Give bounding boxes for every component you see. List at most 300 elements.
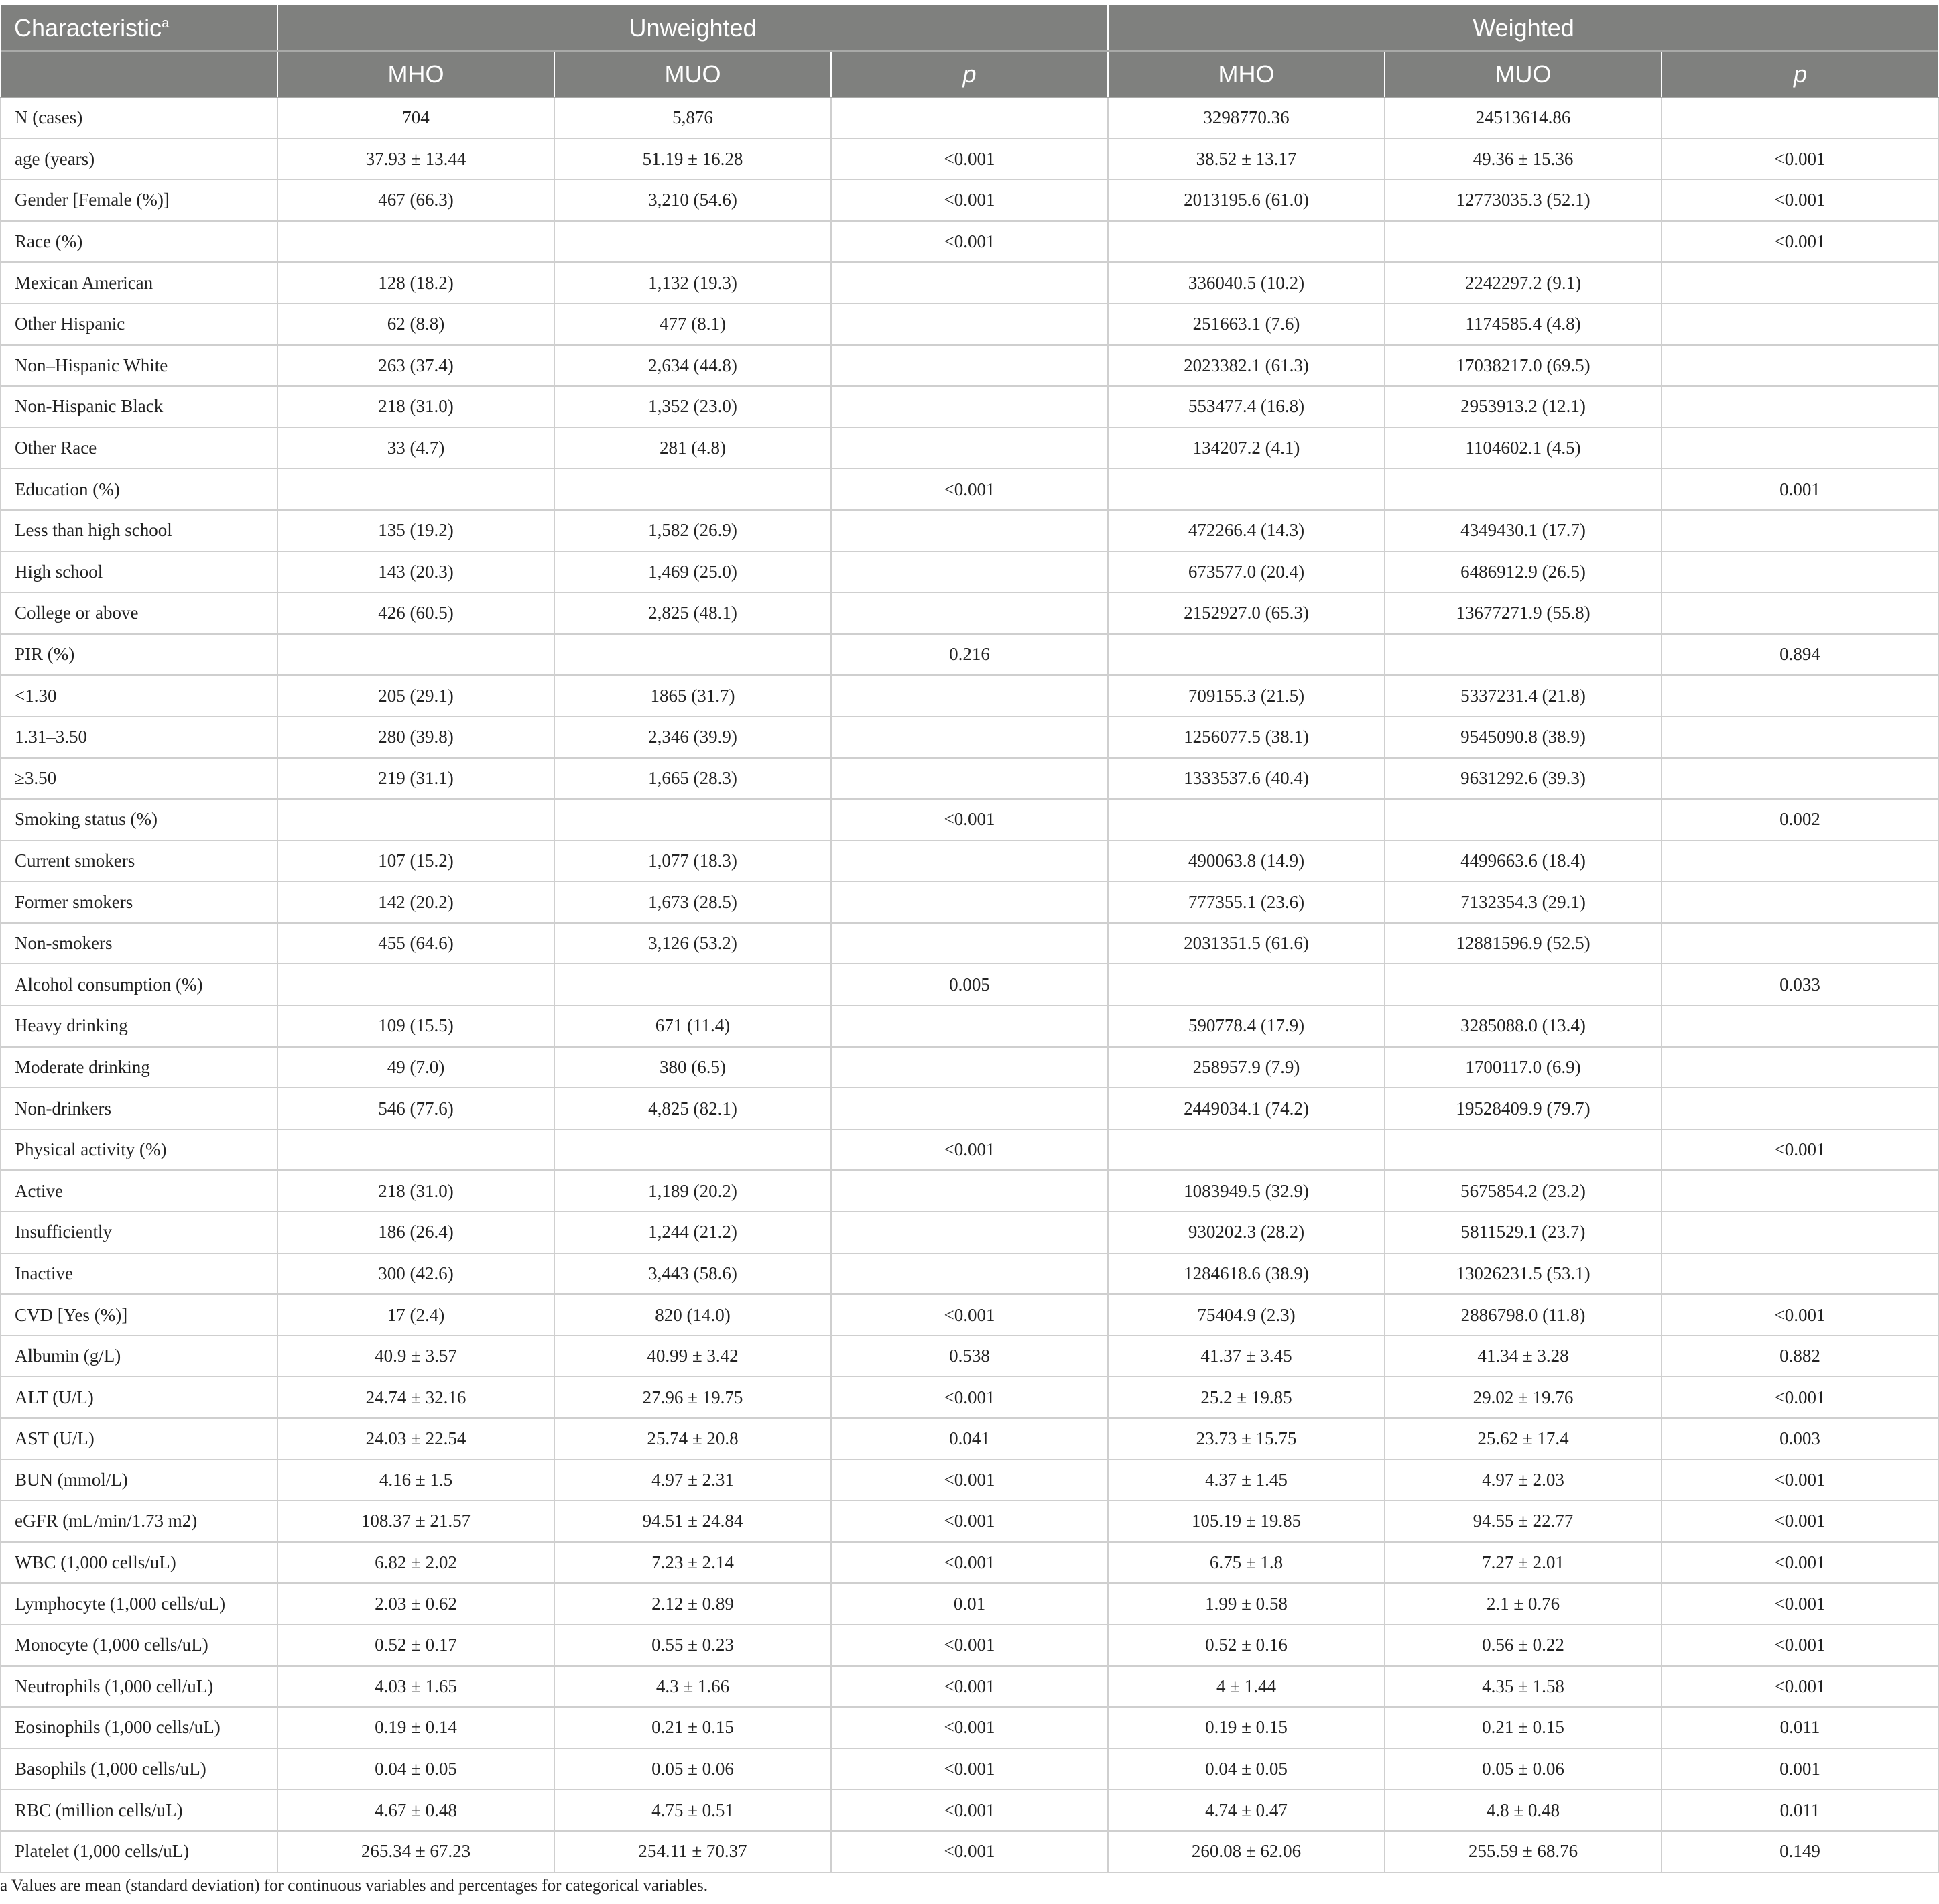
unweighted-muo-cell: 1,077 (18.3): [554, 840, 831, 882]
unweighted-p-cell: [831, 716, 1108, 758]
table-row: [1, 675, 1938, 716]
unweighted-p-cell: <0.001: [831, 1501, 1108, 1542]
weighted-p-cell: 0.894: [1662, 634, 1938, 676]
unweighted-mho-cell: 142 (20.2): [277, 881, 554, 923]
unweighted-p-cell: [831, 552, 1108, 593]
weighted-muo-cell: 94.55 ± 22.77: [1385, 1501, 1662, 1542]
unweighted-mho-cell: [277, 799, 554, 840]
weighted-mho-cell: 673577.0 (20.4): [1108, 552, 1385, 593]
unweighted-p-cell: <0.001: [831, 139, 1108, 180]
unweighted-p-cell: 0.216: [831, 634, 1108, 676]
unweighted-muo-cell: 3,210 (54.6): [554, 180, 831, 221]
row-label: AST (U/L): [1, 1418, 277, 1460]
weighted-muo-cell: 9545090.8 (38.9): [1385, 716, 1662, 758]
unweighted-muo-cell: 1,132 (19.3): [554, 262, 831, 304]
row-label: Heavy drinking: [1, 1005, 277, 1047]
weighted-p-cell: [1662, 552, 1938, 593]
row-label: BUN (mmol/L): [1, 1460, 277, 1501]
weighted-mho-cell: 553477.4 (16.8): [1108, 386, 1385, 428]
weighted-muo-cell: 49.36 ± 15.36: [1385, 139, 1662, 180]
unweighted-mho-cell: 33 (4.7): [277, 428, 554, 469]
table-row: [1, 1666, 1938, 1708]
weighted-mho-cell: 4.37 ± 1.45: [1108, 1460, 1385, 1501]
weighted-muo-cell: 4.35 ± 1.58: [1385, 1666, 1662, 1708]
row-label: Active: [1, 1170, 277, 1212]
table-row: [1, 716, 1938, 758]
unweighted-p-cell: 0.005: [831, 964, 1108, 1005]
unweighted-p-cell: [831, 304, 1108, 345]
unweighted-p-cell: [831, 262, 1108, 304]
weighted-p-cell: [1662, 428, 1938, 469]
unweighted-p-cell: <0.001: [831, 1129, 1108, 1171]
unweighted-mho-cell: 128 (18.2): [277, 262, 554, 304]
row-label: Education (%): [1, 468, 277, 510]
unweighted-mho-cell: 0.19 ± 0.14: [277, 1707, 554, 1749]
unweighted-mho-cell: 49 (7.0): [277, 1047, 554, 1088]
unweighted-p-cell: <0.001: [831, 1707, 1108, 1749]
weighted-p-cell: [1662, 345, 1938, 387]
table-row: [1, 1625, 1938, 1666]
weighted-p-cell: [1662, 262, 1938, 304]
unweighted-mho-cell: 219 (31.1): [277, 758, 554, 800]
row-label: College or above: [1, 592, 277, 634]
row-label: Less than high school: [1, 510, 277, 552]
unweighted-muo-cell: 1865 (31.7): [554, 675, 831, 716]
characteristics-table: [0, 5, 1939, 1873]
weighted-p-cell: [1662, 1212, 1938, 1253]
table-row: [1, 262, 1938, 304]
row-label: Non-drinkers: [1, 1088, 277, 1129]
weighted-p-cell: [1662, 758, 1938, 800]
unweighted-muo-cell: 1,244 (21.2): [554, 1212, 831, 1253]
unweighted-p-cell: [831, 1088, 1108, 1129]
weighted-muo-cell: 1700117.0 (6.9): [1385, 1047, 1662, 1088]
weighted-mho-cell: 4 ± 1.44: [1108, 1666, 1385, 1708]
header-row-groups: [1, 5, 1938, 51]
unweighted-mho-cell: [277, 1129, 554, 1171]
row-label: WBC (1,000 cells/uL): [1, 1542, 277, 1584]
table-row: [1, 428, 1938, 469]
row-label: eGFR (mL/min/1.73 m2): [1, 1501, 277, 1542]
weighted-muo-cell: 6486912.9 (26.5): [1385, 552, 1662, 593]
weighted-p-cell: 0.001: [1662, 468, 1938, 510]
header-row-columns: [1, 51, 1938, 97]
unweighted-mho-cell: 108.37 ± 21.57: [277, 1501, 554, 1542]
table-row: [1, 1542, 1938, 1584]
header-weighted-mho: MHO: [1108, 51, 1385, 97]
weighted-p-cell: <0.001: [1662, 139, 1938, 180]
unweighted-p-cell: 0.538: [831, 1336, 1108, 1377]
table-row: [1, 1005, 1938, 1047]
unweighted-p-cell: [831, 881, 1108, 923]
weighted-p-cell: [1662, 386, 1938, 428]
weighted-p-cell: <0.001: [1662, 1542, 1938, 1584]
unweighted-mho-cell: 24.74 ± 32.16: [277, 1377, 554, 1418]
weighted-p-cell: 0.001: [1662, 1749, 1938, 1790]
weighted-mho-cell: 777355.1 (23.6): [1108, 881, 1385, 923]
weighted-p-cell: [1662, 1253, 1938, 1295]
row-label: Mexican American: [1, 262, 277, 304]
table-row: [1, 1047, 1938, 1088]
weighted-p-cell: [1662, 675, 1938, 716]
weighted-muo-cell: 12773035.3 (52.1): [1385, 180, 1662, 221]
weighted-muo-cell: [1385, 468, 1662, 510]
weighted-mho-cell: 1083949.5 (32.9): [1108, 1170, 1385, 1212]
weighted-p-cell: <0.001: [1662, 1625, 1938, 1666]
footnote: a Values are mean (standard deviation) for continuous variables and percentages for categorical variables.: [0, 1877, 708, 1895]
table-row: [1, 1789, 1938, 1831]
weighted-muo-cell: 25.62 ± 17.4: [1385, 1418, 1662, 1460]
table-row: [1, 1707, 1938, 1749]
weighted-p-cell: 0.011: [1662, 1789, 1938, 1831]
unweighted-muo-cell: 94.51 ± 24.84: [554, 1501, 831, 1542]
unweighted-mho-cell: 546 (77.6): [277, 1088, 554, 1129]
weighted-muo-cell: 19528409.9 (79.7): [1385, 1088, 1662, 1129]
unweighted-muo-cell: 380 (6.5): [554, 1047, 831, 1088]
unweighted-mho-cell: 280 (39.8): [277, 716, 554, 758]
unweighted-muo-cell: 5,876: [554, 97, 831, 139]
row-label: Lymphocyte (1,000 cells/uL): [1, 1583, 277, 1625]
table-row: [1, 97, 1938, 139]
table-row: [1, 1170, 1938, 1212]
weighted-mho-cell: 1333537.6 (40.4): [1108, 758, 1385, 800]
table-row: [1, 1831, 1938, 1873]
row-label: Current smokers: [1, 840, 277, 882]
weighted-muo-cell: [1385, 1129, 1662, 1171]
weighted-p-cell: <0.001: [1662, 180, 1938, 221]
weighted-p-cell: 0.882: [1662, 1336, 1938, 1377]
unweighted-p-cell: 0.01: [831, 1583, 1108, 1625]
unweighted-muo-cell: 3,443 (58.6): [554, 1253, 831, 1295]
row-label: Gender [Female (%)]: [1, 180, 277, 221]
weighted-mho-cell: [1108, 468, 1385, 510]
weighted-mho-cell: 590778.4 (17.9): [1108, 1005, 1385, 1047]
header-weighted-muo: MUO: [1385, 51, 1662, 97]
weighted-muo-cell: 4499663.6 (18.4): [1385, 840, 1662, 882]
weighted-muo-cell: [1385, 964, 1662, 1005]
unweighted-p-cell: [831, 345, 1108, 387]
weighted-p-cell: [1662, 1005, 1938, 1047]
unweighted-mho-cell: 4.03 ± 1.65: [277, 1666, 554, 1708]
weighted-mho-cell: 0.52 ± 0.16: [1108, 1625, 1385, 1666]
weighted-muo-cell: 2953913.2 (12.1): [1385, 386, 1662, 428]
unweighted-muo-cell: 25.74 ± 20.8: [554, 1418, 831, 1460]
weighted-mho-cell: 105.19 ± 19.85: [1108, 1501, 1385, 1542]
unweighted-muo-cell: 27.96 ± 19.75: [554, 1377, 831, 1418]
weighted-muo-cell: 2886798.0 (11.8): [1385, 1294, 1662, 1336]
header-unweighted-mho: MHO: [277, 51, 554, 97]
unweighted-p-cell: [831, 758, 1108, 800]
table-row: [1, 180, 1938, 221]
unweighted-muo-cell: 0.21 ± 0.15: [554, 1707, 831, 1749]
unweighted-muo-cell: 0.05 ± 0.06: [554, 1749, 831, 1790]
weighted-muo-cell: 255.59 ± 68.76: [1385, 1831, 1662, 1873]
unweighted-mho-cell: 218 (31.0): [277, 1170, 554, 1212]
weighted-muo-cell: 7132354.3 (29.1): [1385, 881, 1662, 923]
weighted-mho-cell: 930202.3 (28.2): [1108, 1212, 1385, 1253]
row-label: Insufficiently: [1, 1212, 277, 1253]
weighted-mho-cell: [1108, 221, 1385, 263]
table-row: [1, 634, 1938, 676]
unweighted-muo-cell: 671 (11.4): [554, 1005, 831, 1047]
unweighted-mho-cell: 2.03 ± 0.62: [277, 1583, 554, 1625]
row-label: Other Race: [1, 428, 277, 469]
weighted-muo-cell: [1385, 634, 1662, 676]
table-row: [1, 1253, 1938, 1295]
table-row: [1, 840, 1938, 882]
row-label: Basophils (1,000 cells/uL): [1, 1749, 277, 1790]
row-label: Neutrophils (1,000 cell/uL): [1, 1666, 277, 1708]
row-label: Non-smokers: [1, 923, 277, 964]
table-body: [1, 97, 1938, 1873]
unweighted-p-cell: <0.001: [831, 221, 1108, 263]
unweighted-mho-cell: 186 (26.4): [277, 1212, 554, 1253]
unweighted-muo-cell: 254.11 ± 70.37: [554, 1831, 831, 1873]
row-label: CVD [Yes (%)]: [1, 1294, 277, 1336]
weighted-p-cell: <0.001: [1662, 1377, 1938, 1418]
unweighted-p-cell: [831, 1170, 1108, 1212]
weighted-muo-cell: 5337231.4 (21.8): [1385, 675, 1662, 716]
weighted-p-cell: 0.003: [1662, 1418, 1938, 1460]
row-label: Smoking status (%): [1, 799, 277, 840]
row-label: Inactive: [1, 1253, 277, 1295]
weighted-p-cell: <0.001: [1662, 1129, 1938, 1171]
row-label: Other Hispanic: [1, 304, 277, 345]
unweighted-p-cell: <0.001: [831, 180, 1108, 221]
table-row: [1, 1460, 1938, 1501]
table-row: [1, 221, 1938, 263]
weighted-mho-cell: 490063.8 (14.9): [1108, 840, 1385, 882]
unweighted-mho-cell: 143 (20.3): [277, 552, 554, 593]
weighted-muo-cell: 2242297.2 (9.1): [1385, 262, 1662, 304]
table-row: [1, 881, 1938, 923]
row-label: Eosinophils (1,000 cells/uL): [1, 1707, 277, 1749]
table-row: [1, 964, 1938, 1005]
row-label: Alcohol consumption (%): [1, 964, 277, 1005]
unweighted-p-cell: <0.001: [831, 1625, 1108, 1666]
weighted-mho-cell: 1284618.6 (38.9): [1108, 1253, 1385, 1295]
weighted-mho-cell: 336040.5 (10.2): [1108, 262, 1385, 304]
table-row: [1, 1377, 1938, 1418]
unweighted-p-cell: [831, 428, 1108, 469]
weighted-mho-cell: [1108, 1129, 1385, 1171]
table-row: [1, 1583, 1938, 1625]
weighted-muo-cell: 12881596.9 (52.5): [1385, 923, 1662, 964]
unweighted-p-cell: <0.001: [831, 1377, 1108, 1418]
unweighted-muo-cell: 3,126 (53.2): [554, 923, 831, 964]
header-weighted: Weighted: [1108, 5, 1938, 51]
weighted-muo-cell: 3285088.0 (13.4): [1385, 1005, 1662, 1047]
unweighted-mho-cell: 704: [277, 97, 554, 139]
weighted-mho-cell: 6.75 ± 1.8: [1108, 1542, 1385, 1584]
weighted-muo-cell: 29.02 ± 19.76: [1385, 1377, 1662, 1418]
unweighted-p-cell: <0.001: [831, 1666, 1108, 1708]
table-row: [1, 1294, 1938, 1336]
unweighted-mho-cell: 300 (42.6): [277, 1253, 554, 1295]
unweighted-mho-cell: 6.82 ± 2.02: [277, 1542, 554, 1584]
unweighted-p-cell: 0.041: [831, 1418, 1108, 1460]
row-label: Moderate drinking: [1, 1047, 277, 1088]
unweighted-mho-cell: 37.93 ± 13.44: [277, 139, 554, 180]
weighted-p-cell: <0.001: [1662, 1294, 1938, 1336]
weighted-p-cell: 0.002: [1662, 799, 1938, 840]
weighted-mho-cell: [1108, 964, 1385, 1005]
unweighted-p-cell: [831, 510, 1108, 552]
weighted-mho-cell: 2152927.0 (65.3): [1108, 592, 1385, 634]
weighted-p-cell: [1662, 97, 1938, 139]
unweighted-p-cell: [831, 1253, 1108, 1295]
table-row: [1, 1749, 1938, 1790]
unweighted-p-cell: <0.001: [831, 1789, 1108, 1831]
row-label: High school: [1, 552, 277, 593]
weighted-muo-cell: 0.05 ± 0.06: [1385, 1749, 1662, 1790]
unweighted-muo-cell: [554, 964, 831, 1005]
unweighted-mho-cell: 4.16 ± 1.5: [277, 1460, 554, 1501]
unweighted-p-cell: [831, 923, 1108, 964]
unweighted-mho-cell: 426 (60.5): [277, 592, 554, 634]
unweighted-mho-cell: 455 (64.6): [277, 923, 554, 964]
unweighted-muo-cell: 1,673 (28.5): [554, 881, 831, 923]
weighted-muo-cell: 13026231.5 (53.1): [1385, 1253, 1662, 1295]
weighted-muo-cell: 13677271.9 (55.8): [1385, 592, 1662, 634]
unweighted-p-cell: <0.001: [831, 1831, 1108, 1873]
table-row: [1, 510, 1938, 552]
table-row: [1, 1129, 1938, 1171]
header-weighted-p: p: [1662, 51, 1938, 97]
weighted-p-cell: [1662, 1047, 1938, 1088]
weighted-mho-cell: 251663.1 (7.6): [1108, 304, 1385, 345]
weighted-mho-cell: 472266.4 (14.3): [1108, 510, 1385, 552]
header-blank: [1, 51, 277, 97]
row-label: PIR (%): [1, 634, 277, 676]
table-row: [1, 923, 1938, 964]
table-row: [1, 1336, 1938, 1377]
unweighted-mho-cell: [277, 634, 554, 676]
unweighted-muo-cell: [554, 1129, 831, 1171]
unweighted-muo-cell: 51.19 ± 16.28: [554, 139, 831, 180]
weighted-p-cell: [1662, 716, 1938, 758]
weighted-p-cell: 0.033: [1662, 964, 1938, 1005]
weighted-mho-cell: 0.04 ± 0.05: [1108, 1749, 1385, 1790]
weighted-p-cell: <0.001: [1662, 1583, 1938, 1625]
unweighted-muo-cell: 7.23 ± 2.14: [554, 1542, 831, 1584]
unweighted-p-cell: [831, 1047, 1108, 1088]
row-label: Physical activity (%): [1, 1129, 277, 1171]
unweighted-mho-cell: 107 (15.2): [277, 840, 554, 882]
weighted-muo-cell: 2.1 ± 0.76: [1385, 1583, 1662, 1625]
unweighted-muo-cell: 0.55 ± 0.23: [554, 1625, 831, 1666]
weighted-mho-cell: 41.37 ± 3.45: [1108, 1336, 1385, 1377]
weighted-mho-cell: [1108, 799, 1385, 840]
weighted-muo-cell: 5811529.1 (23.7): [1385, 1212, 1662, 1253]
weighted-mho-cell: 260.08 ± 62.06: [1108, 1831, 1385, 1873]
unweighted-p-cell: [831, 97, 1108, 139]
unweighted-muo-cell: 4.75 ± 0.51: [554, 1789, 831, 1831]
unweighted-muo-cell: 2,346 (39.9): [554, 716, 831, 758]
weighted-muo-cell: 5675854.2 (23.2): [1385, 1170, 1662, 1212]
header-unweighted-muo: MUO: [554, 51, 831, 97]
row-label: Former smokers: [1, 881, 277, 923]
row-label: ALT (U/L): [1, 1377, 277, 1418]
unweighted-mho-cell: 109 (15.5): [277, 1005, 554, 1047]
unweighted-muo-cell: 4.97 ± 2.31: [554, 1460, 831, 1501]
unweighted-mho-cell: 467 (66.3): [277, 180, 554, 221]
unweighted-p-cell: [831, 386, 1108, 428]
weighted-p-cell: [1662, 1088, 1938, 1129]
row-label: Race (%): [1, 221, 277, 263]
weighted-mho-cell: 2023382.1 (61.3): [1108, 345, 1385, 387]
weighted-mho-cell: 3298770.36: [1108, 97, 1385, 139]
weighted-mho-cell: 258957.9 (7.9): [1108, 1047, 1385, 1088]
unweighted-mho-cell: 4.67 ± 0.48: [277, 1789, 554, 1831]
weighted-muo-cell: 41.34 ± 3.28: [1385, 1336, 1662, 1377]
unweighted-muo-cell: 1,469 (25.0): [554, 552, 831, 593]
weighted-muo-cell: 4.97 ± 2.03: [1385, 1460, 1662, 1501]
unweighted-p-cell: [831, 840, 1108, 882]
unweighted-mho-cell: [277, 468, 554, 510]
row-label: ≥3.50: [1, 758, 277, 800]
weighted-muo-cell: 1174585.4 (4.8): [1385, 304, 1662, 345]
unweighted-mho-cell: 0.52 ± 0.17: [277, 1625, 554, 1666]
weighted-mho-cell: 38.52 ± 13.17: [1108, 139, 1385, 180]
unweighted-muo-cell: 2,825 (48.1): [554, 592, 831, 634]
header-unweighted-p: p: [831, 51, 1108, 97]
weighted-p-cell: [1662, 1170, 1938, 1212]
unweighted-mho-cell: 218 (31.0): [277, 386, 554, 428]
weighted-mho-cell: 4.74 ± 0.47: [1108, 1789, 1385, 1831]
unweighted-p-cell: <0.001: [831, 1460, 1108, 1501]
weighted-muo-cell: 4349430.1 (17.7): [1385, 510, 1662, 552]
unweighted-p-cell: <0.001: [831, 1542, 1108, 1584]
unweighted-mho-cell: 62 (8.8): [277, 304, 554, 345]
weighted-mho-cell: 2449034.1 (74.2): [1108, 1088, 1385, 1129]
weighted-p-cell: <0.001: [1662, 1666, 1938, 1708]
weighted-muo-cell: [1385, 799, 1662, 840]
unweighted-muo-cell: 477 (8.1): [554, 304, 831, 345]
weighted-p-cell: [1662, 923, 1938, 964]
weighted-mho-cell: 1.99 ± 0.58: [1108, 1583, 1385, 1625]
unweighted-mho-cell: [277, 964, 554, 1005]
table-row: [1, 799, 1938, 840]
unweighted-mho-cell: 205 (29.1): [277, 675, 554, 716]
weighted-p-cell: 0.149: [1662, 1831, 1938, 1873]
table-row: [1, 1501, 1938, 1542]
weighted-p-cell: <0.001: [1662, 1460, 1938, 1501]
unweighted-p-cell: [831, 592, 1108, 634]
row-label: <1.30: [1, 675, 277, 716]
unweighted-p-cell: <0.001: [831, 799, 1108, 840]
table-row: [1, 468, 1938, 510]
weighted-muo-cell: 4.8 ± 0.48: [1385, 1789, 1662, 1831]
weighted-p-cell: [1662, 304, 1938, 345]
weighted-mho-cell: 75404.9 (2.3): [1108, 1294, 1385, 1336]
unweighted-muo-cell: [554, 468, 831, 510]
unweighted-muo-cell: 1,189 (20.2): [554, 1170, 831, 1212]
weighted-mho-cell: 709155.3 (21.5): [1108, 675, 1385, 716]
unweighted-mho-cell: 17 (2.4): [277, 1294, 554, 1336]
weighted-muo-cell: 0.21 ± 0.15: [1385, 1707, 1662, 1749]
weighted-mho-cell: 1256077.5 (38.1): [1108, 716, 1385, 758]
weighted-mho-cell: [1108, 634, 1385, 676]
header-superscript: a: [162, 15, 170, 31]
unweighted-muo-cell: [554, 799, 831, 840]
weighted-mho-cell: 23.73 ± 15.75: [1108, 1418, 1385, 1460]
unweighted-muo-cell: 1,352 (23.0): [554, 386, 831, 428]
unweighted-mho-cell: 265.34 ± 67.23: [277, 1831, 554, 1873]
row-label: Platelet (1,000 cells/uL): [1, 1831, 277, 1873]
weighted-p-cell: 0.011: [1662, 1707, 1938, 1749]
table-row: [1, 592, 1938, 634]
